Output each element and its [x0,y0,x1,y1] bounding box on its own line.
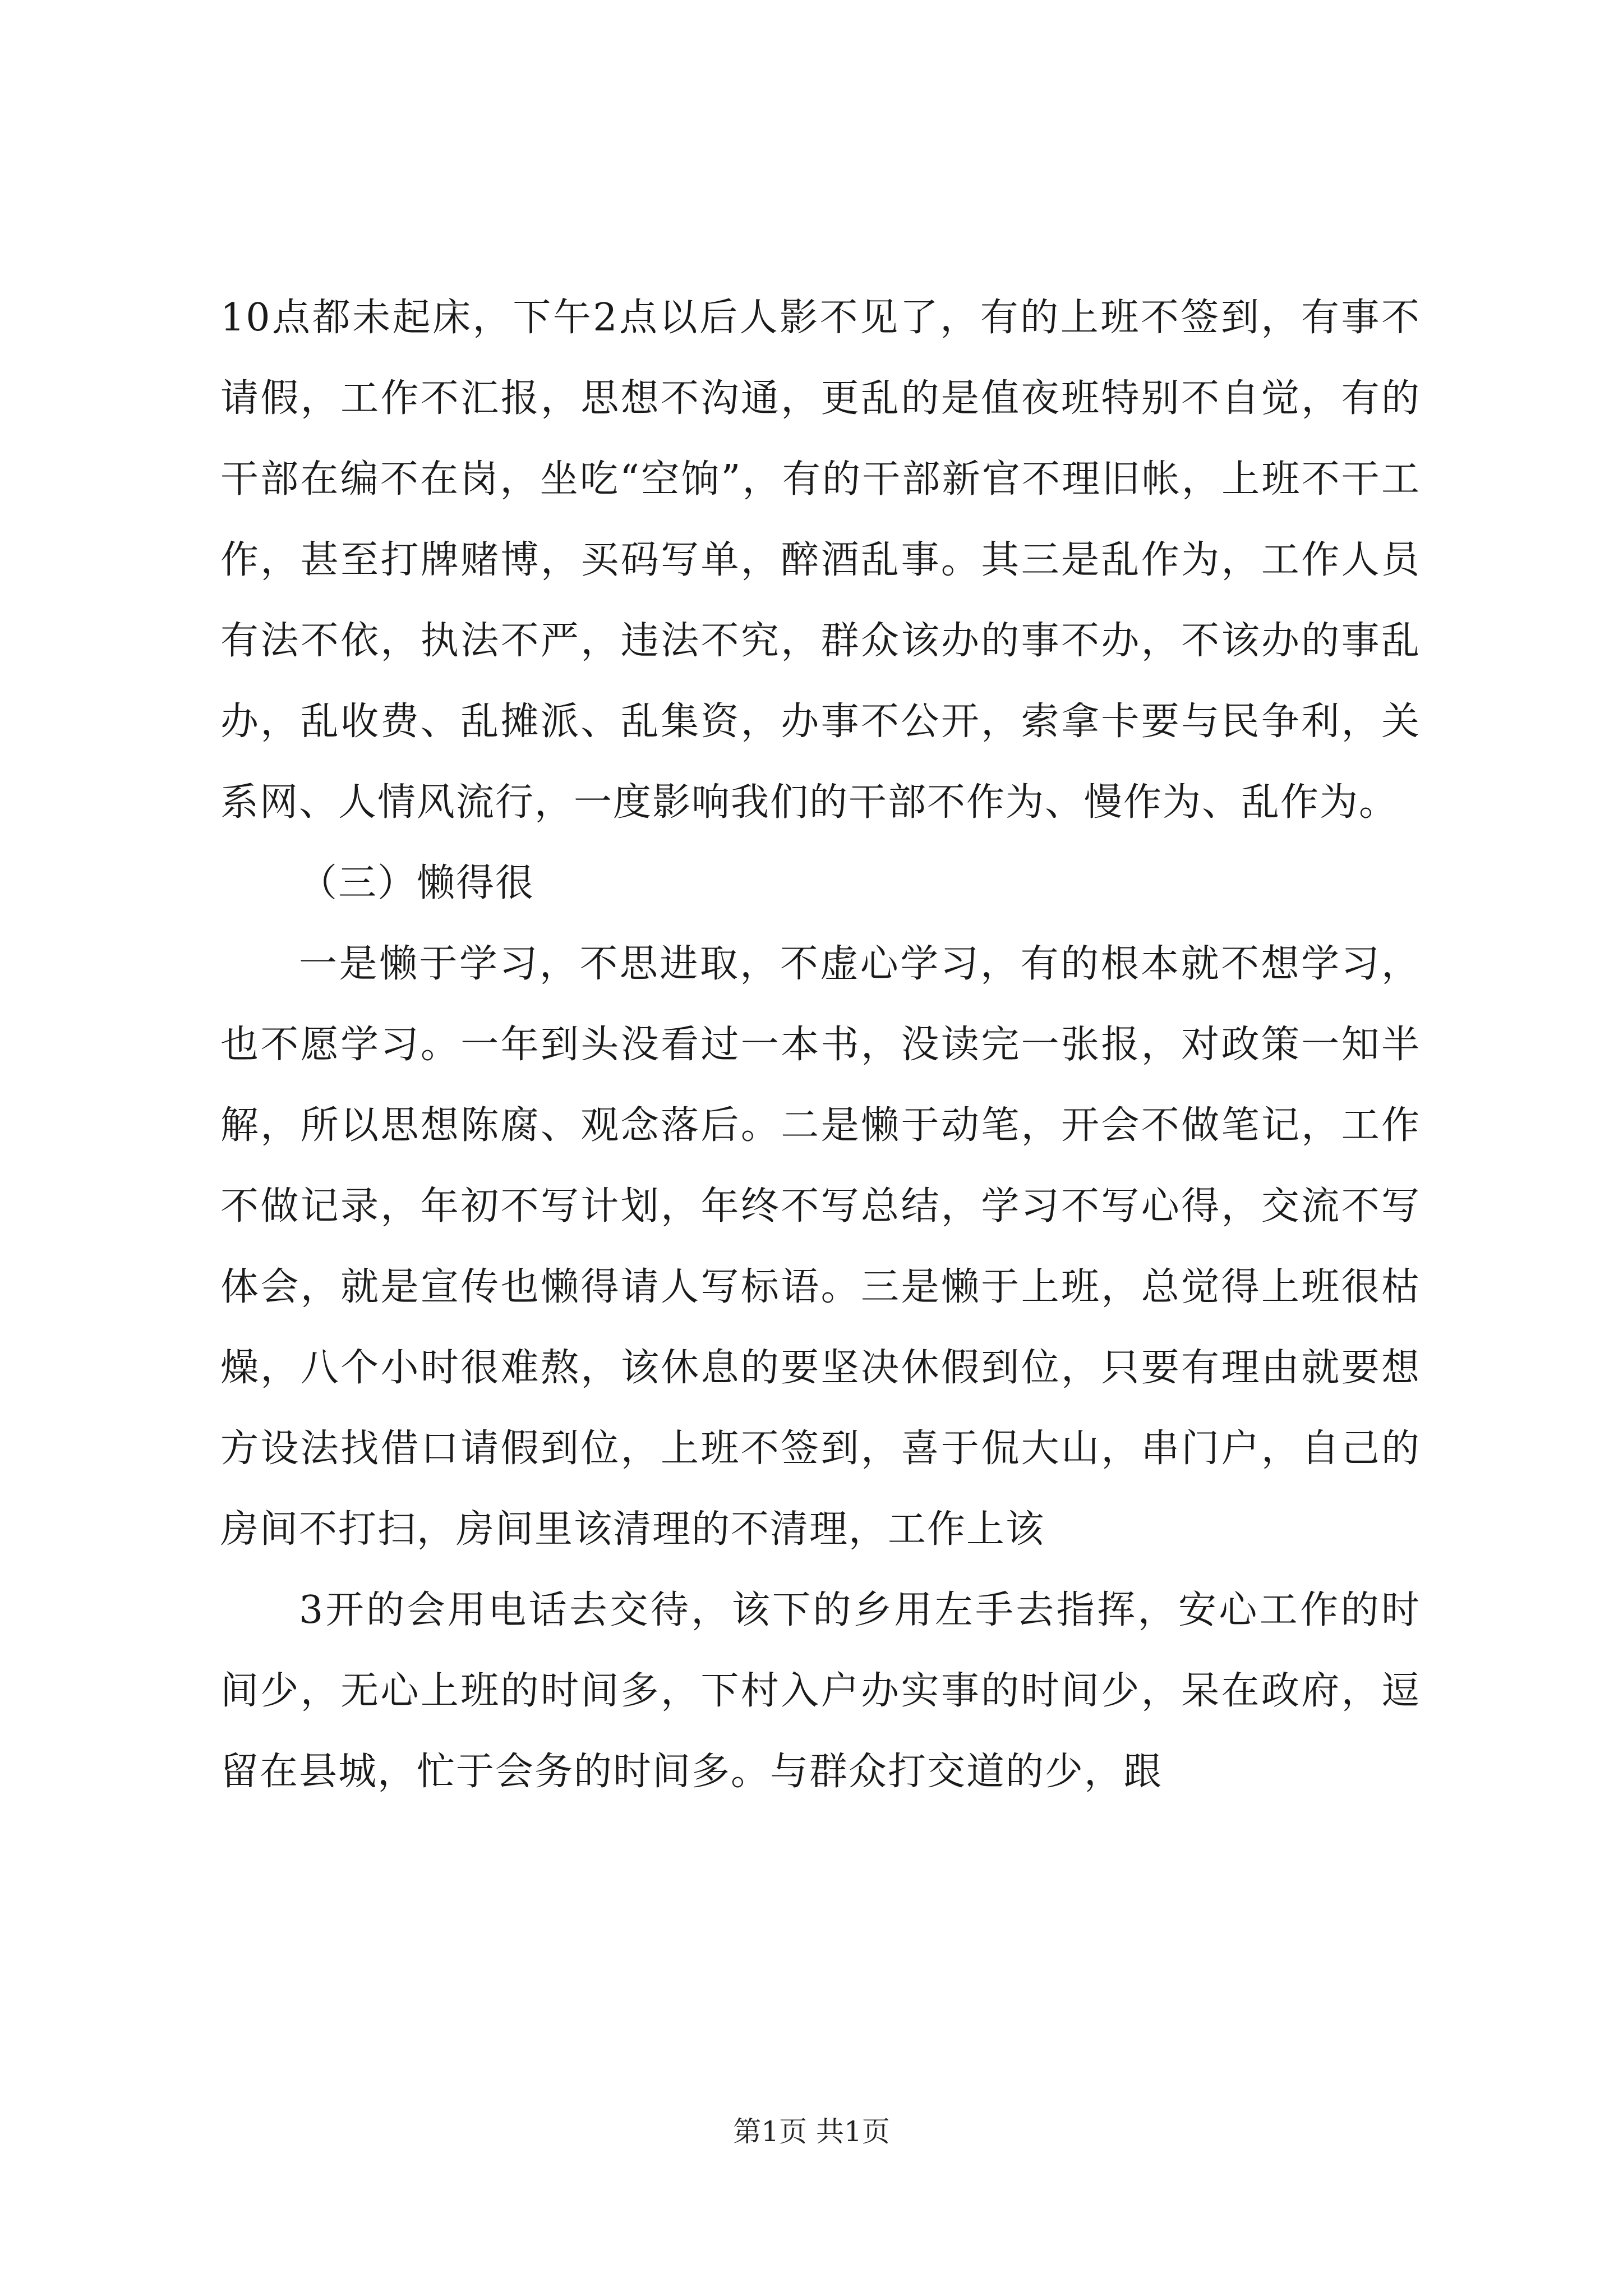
section-heading: （三）懒得很 [299,861,535,905]
paragraph-continuation: 10点都未起床，下午2点以后人影不见了，有的上班不签到，有事不请假，工作不汇报，思想不沟通，更乱的是值夜班特别不自觉，有的干部在编不在岗，坐吃“空饷”，有的干部新官不理旧帐，上班不干工作，甚至打牌赌博，买码写单，醉酒乱事。其三是乱作为，工作人员有法不依，执法不严，违法不究，群众该办的事不办，不该办的事乱办，乱收费、乱摊派、乱集资，办事不公开，索拿卡要与民争利，关系网、人情风流行，一度影响我们的干部不作为、慢作为、乱作为。 [220,296,1421,825]
document-body [220,278,1421,1812]
paragraph-lazy-details: 一是懒于学习，不思进取，不虚心学习，有的根本就不想学习，也不愿学习。一年到头没看过一本书，没读完一张报，对政策一知半解，所以思想陈腐、观念落后。二是懒于动笔，开会不做笔记，工作不做记录，年初不写计划，年终不写总结，学习不写心得，交流不写体会，就是宣传也懒得请人写标语。三是懒于上班，总觉得上班很枯燥，八个小时很难熬，该休息的要坚决休假到位，只要有理由就要想方设法找借口请假到位，上班不签到，喜于侃大山，串门户，自己的房间不打扫，房间里该清理的不清理，工作上该 [220,942,1421,1552]
paragraph-meetings: 3开的会用电话去交待，该下的乡用左手去指挥，安心工作的时间少，无心上班的时间多，下村入户办实事的时间少，呆在政府，逗留在县城，忙于会务的时间多。与群众打交道的少，跟 [220,1588,1421,1794]
page-footer: 第1页 共1页 [733,2115,890,2148]
